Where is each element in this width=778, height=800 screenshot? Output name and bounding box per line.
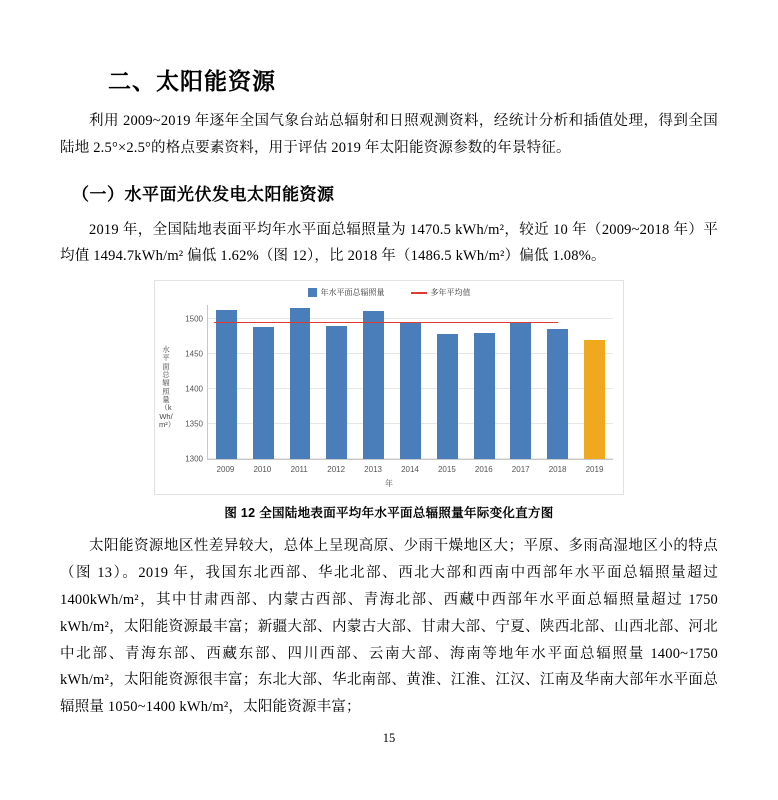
y-axis-tick-label: 1400: [185, 384, 203, 394]
bar-column: [504, 305, 538, 459]
bar: [400, 323, 421, 459]
bar: [216, 310, 237, 459]
x-axis-tick-label: 2012: [327, 465, 346, 475]
bar: [437, 334, 458, 459]
x-axis-tick-label: 2010: [253, 465, 272, 475]
bar-column: [320, 305, 354, 459]
bar: [547, 329, 568, 460]
bar: [326, 326, 347, 459]
page-title: 二、太阳能资源: [108, 68, 276, 94]
x-axis-tick-label: 2018: [548, 465, 567, 475]
x-axis-tick-label: 2019: [585, 465, 604, 475]
y-axis-title: 水平面总辐照量（kWh/m²）: [159, 344, 176, 430]
bar: [363, 311, 384, 459]
bar: [290, 308, 311, 459]
x-axis-ticks: [207, 465, 613, 474]
page-number: 15: [382, 730, 396, 745]
bar-column: [210, 305, 244, 459]
x-axis-tick-label: 2016: [474, 465, 493, 475]
subsection-title: （一）水平面光伏发电太阳能资源: [72, 184, 335, 204]
intro-paragraph: 利用 2009~2019 年逐年全国气象台站总辐射和日照观测资料，经统计分析和插值处理，得到全国陆地 2.5°×2.5°的格点要素资料，用于评估 2019 年太阳能资源参数的年景特征。: [60, 113, 718, 156]
bar-column: [430, 305, 464, 459]
bar: [474, 333, 495, 460]
y-axis-tick-label: 1500: [185, 314, 203, 324]
bar-chart: [154, 280, 624, 495]
bar-column: [283, 305, 317, 459]
x-axis-tick-label: 2009: [216, 465, 235, 475]
chart-legend: [155, 287, 623, 298]
bar-series: [208, 305, 613, 459]
figure-caption: 图 12 全国陆地表面平均年水平面总辐照量年际变化直方图: [224, 506, 554, 521]
plot-area: [185, 305, 613, 464]
x-axis-tick-label: 2017: [511, 465, 530, 475]
y-axis-tick-label: 1350: [185, 419, 203, 429]
bar-column: [578, 305, 612, 459]
bar-column: [467, 305, 501, 459]
bar-column: [541, 305, 575, 459]
bar: [584, 340, 605, 459]
figure-12: [60, 280, 718, 521]
x-axis-tick-label: 2015: [437, 465, 456, 475]
legend-item-bars: [308, 287, 385, 298]
y-axis-tick-label: 1450: [185, 349, 203, 359]
legend-line-icon: [411, 292, 427, 294]
legend-swatch-icon: [308, 288, 317, 297]
legend-label-average: 多年平均值: [430, 288, 471, 298]
legend-label-bars: 年水平面总辐照量: [320, 288, 385, 298]
x-axis-tick-label: 2013: [364, 465, 382, 475]
y-axis-tick-label: 1300: [185, 454, 203, 464]
bar-column: [246, 305, 280, 459]
bar: [253, 327, 274, 459]
paragraph-2: 2019 年，全国陆地表面平均年水平面总辐照量为 1470.5 kWh/m²，较近 10 年（2009~2018 年）平均值 1494.7kWh/m² 偏低 1.62%（图 12），比 2018 年（1486.5 kWh/m²）偏低 1.08%。: [60, 221, 718, 265]
bar: [510, 322, 531, 459]
x-axis-tick-label: 2014: [401, 465, 419, 475]
bar-column: [357, 305, 391, 459]
paragraph-3: 太阳能资源地区性差异较大，总体上呈现高原、少雨干燥地区大；平原、多雨高湿地区小的特点（图 13）。2019 年，我国东北西部、华北北部、西北大部和西南中西部年水平面总辐照量超过 1400kWh/m²，其中甘肃西部、内蒙古西部、青海北部、西藏中西部年水平面总辐照量超过 1750 kWh/m²，太阳能资源最丰富；新疆大部、内蒙古大部、甘肃大部、宁夏、陕西北部、山西北部、河北中北部、青海东部、西藏东部、四川西部、云南大部、海南等地年水平面总辐照量 1400~1750 kWh/m²，太阳能资源很丰富；东北大部、华北南部、黄淮、江淮、江汉、江南及华南大部年水平面总辐照量 1050~1400 kWh/m²，太阳能资源丰富；: [60, 538, 718, 716]
legend-item-average: [411, 287, 471, 298]
x-axis-tick-label: 2011: [290, 465, 308, 475]
x-axis-title: 年: [385, 479, 393, 489]
average-line: [214, 322, 558, 323]
bar-column: [394, 305, 428, 459]
